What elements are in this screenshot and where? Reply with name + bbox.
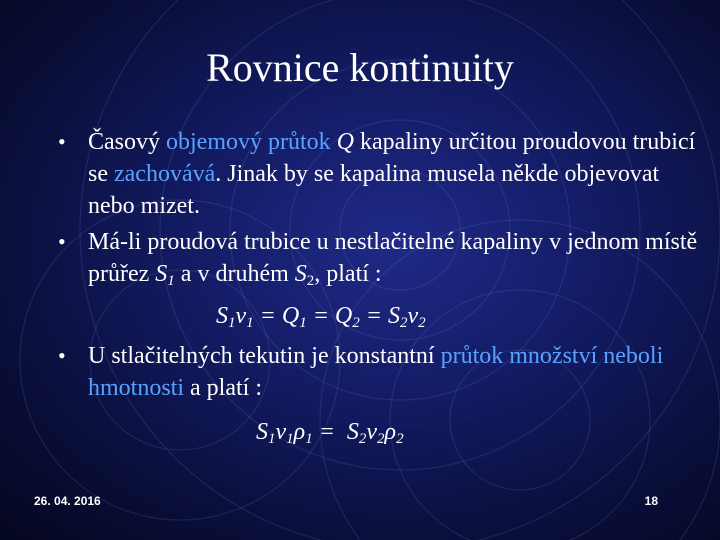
bullet-text: Časový (88, 129, 166, 155)
formula-symbol: S (346, 419, 359, 445)
bullet-text: a platí : (184, 375, 262, 401)
formula-symbol: S (256, 419, 268, 445)
highlight-text: objemový průtok (166, 129, 331, 155)
variable-s2: S (294, 261, 307, 287)
formula-subscript: 1 (286, 431, 294, 447)
bullet-text: Má-li proudová trubice u nestlačitelné kapaliny v jednom místě průřez (88, 229, 698, 287)
formula-subscript: 2 (358, 431, 367, 447)
bullet-text: a v druhém (174, 261, 295, 287)
formula-operator: = (359, 303, 388, 329)
formula-subscript: 1 (228, 315, 236, 331)
formula-symbol: S (216, 303, 228, 329)
formula-subscript: 1 (268, 431, 276, 447)
bullet-text: kapaliny určitou proudovou trubicí se (88, 129, 696, 187)
footer-date: 26. 04. 2016 (34, 494, 101, 508)
highlight-text: zachovává (114, 161, 216, 187)
formula-symbol: v (235, 303, 247, 329)
formula-symbol: ρ (293, 419, 306, 445)
formula-subscript: 2 (396, 431, 404, 447)
formula-symbol: ρ (384, 419, 397, 445)
formula-subscript: 2 (399, 315, 408, 331)
bullet-marker: • (58, 129, 66, 154)
formula-subscript: 2 (377, 431, 385, 447)
bullet-marker: • (58, 229, 66, 254)
bullet-list (58, 126, 708, 456)
formula-symbol: Q (281, 303, 300, 329)
formula-operator: = (253, 303, 282, 329)
formula-subscript: 1 (246, 315, 254, 331)
formula-symbol: v (275, 419, 287, 445)
formula-incompressible (58, 300, 708, 332)
formula-symbol: S (387, 303, 400, 329)
formula-subscript: 1 (305, 431, 313, 447)
subscript: 2 (306, 273, 315, 289)
bullet-item-3 (58, 340, 708, 404)
slide-title: Rovnice kontinuity (206, 45, 514, 90)
subscript: 1 (167, 273, 175, 289)
formula-subscript: 2 (418, 315, 426, 331)
page-number: 18 (644, 494, 658, 508)
variable-q: Q (336, 129, 354, 155)
formula-symbol: Q (334, 303, 353, 329)
formula-operator: = (312, 419, 347, 445)
bullet-text: U stlačitelných tekutin je konstantní (88, 343, 441, 369)
bullet-item-1 (58, 126, 708, 222)
highlight-text: průtok množství neboli hmotnosti (88, 343, 664, 401)
formula-symbol: v (407, 303, 419, 329)
formula-subscript: 2 (352, 315, 360, 331)
formula-compressible (58, 416, 708, 448)
bullet-text: . Jinak by se kapalina musela někde objevovat nebo mizet. (88, 161, 660, 219)
bullet-item-2 (58, 226, 708, 290)
formula-subscript: 1 (299, 315, 307, 331)
bullet-text: , platí : (314, 261, 382, 287)
bullet-marker: • (58, 343, 66, 368)
formula-operator: = (306, 303, 335, 329)
formula-symbol: v (366, 419, 378, 445)
variable-s1: S (155, 261, 168, 287)
